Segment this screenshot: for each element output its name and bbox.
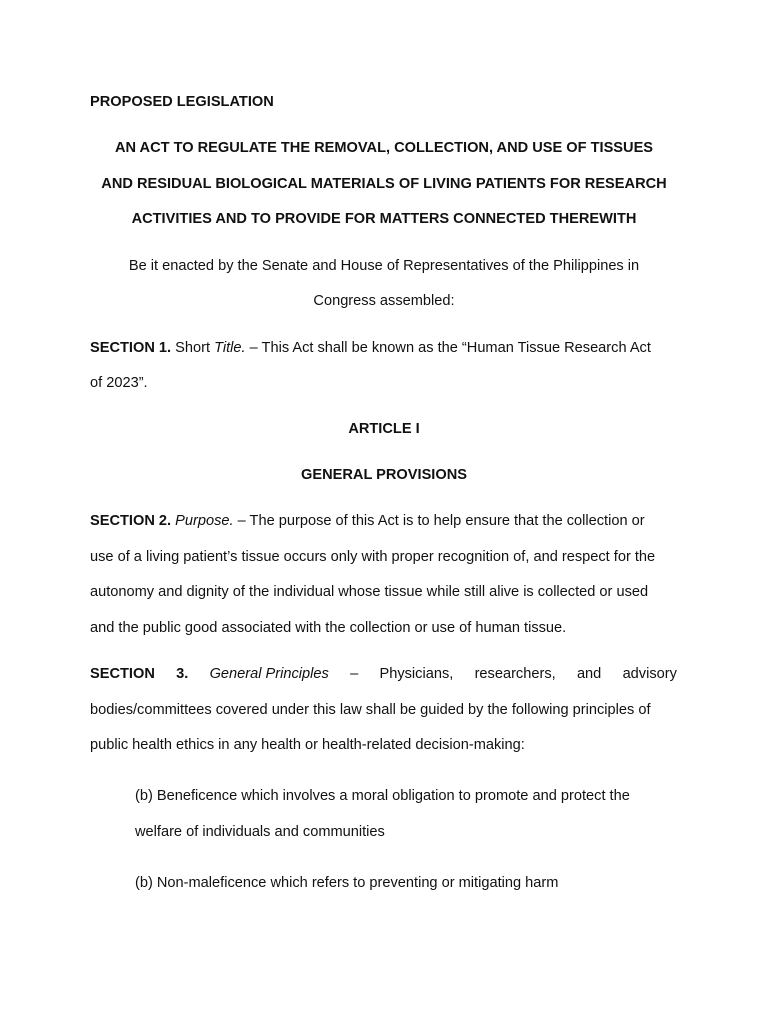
principle-item-2-line-1: (b) Non-maleficence which refers to preventing or mitigating harm <box>135 875 559 891</box>
article-title: GENERAL PROVISIONS <box>301 467 467 483</box>
section-3-word-1: – <box>350 666 359 682</box>
section-3-line-1 <box>90 665 677 683</box>
section-3-heading <box>90 665 155 683</box>
section-3-caption: General Principles <box>209 666 329 682</box>
section-3-word-4: and <box>576 666 602 682</box>
enacting-clause-line-1: Be it enacted by the Senate and House of Representatives of the Philippines in <box>128 258 640 274</box>
section-2-line-4: and the public good associated with the collection or use of human tissue. <box>90 620 567 636</box>
section-3-word-2: Physicians, <box>379 666 454 682</box>
section-1-text: – This Act shall be known as the “Human Tissue Research Act <box>245 340 651 356</box>
section-3-caption-wrap <box>210 665 329 683</box>
article-number: ARTICLE I <box>348 421 420 437</box>
act-title-line-1: AN ACT TO REGULATE THE REMOVAL, COLLECTION, AND USE OF TISSUES <box>114 140 654 156</box>
section-2-caption: Purpose. <box>175 513 234 529</box>
section-1-line-1 <box>90 339 677 357</box>
act-title-line-2: AND RESIDUAL BIOLOGICAL MATERIALS OF LIVING PATIENTS FOR RESEARCH <box>101 176 667 192</box>
section-1-heading: SECTION 1. <box>90 340 172 356</box>
section-3-word-5: advisory <box>622 666 677 682</box>
section-2-line-3: autonomy and dignity of the individual whose tissue while still alive is collected or used <box>90 584 649 600</box>
section-2-line-1 <box>90 512 645 530</box>
section-3-heading-number-wrap <box>176 665 188 683</box>
section-3-word-3: researchers, <box>474 666 556 682</box>
section-3-line-3: public health ethics in any health or health-related decision-making: <box>90 737 525 753</box>
act-title-line-3: ACTIVITIES AND TO PROVIDE FOR MATTERS CONNECTED THEREWITH <box>131 211 637 227</box>
enacting-clause-line-2: Congress assembled: <box>313 293 455 309</box>
principle-item-1-line-1: (b) Beneficence which involves a moral obligation to promote and protect the <box>135 788 630 804</box>
section-3-heading-number: 3. <box>176 666 189 682</box>
section-2-heading: SECTION 2. <box>90 513 172 529</box>
section-1-line-1-content <box>90 339 651 357</box>
section-3-line-2: bodies/committees covered under this law shall be guided by the following principles of <box>90 702 651 718</box>
section-1-caption: Title. <box>214 340 246 356</box>
section-2-text: – The purpose of this Act is to help ensure that the collection or <box>233 513 645 529</box>
section-3-heading-word: SECTION <box>90 666 155 682</box>
section-1-caption-prefix: Short <box>171 340 215 356</box>
principle-item-1-line-2: welfare of individuals and communities <box>135 824 385 840</box>
section-2-line-2: use of a living patient’s tissue occurs only with proper recognition of, and respect for the <box>90 549 656 565</box>
document-label: PROPOSED LEGISLATION <box>90 94 274 110</box>
section-1-line-2: of 2023”. <box>90 375 148 391</box>
